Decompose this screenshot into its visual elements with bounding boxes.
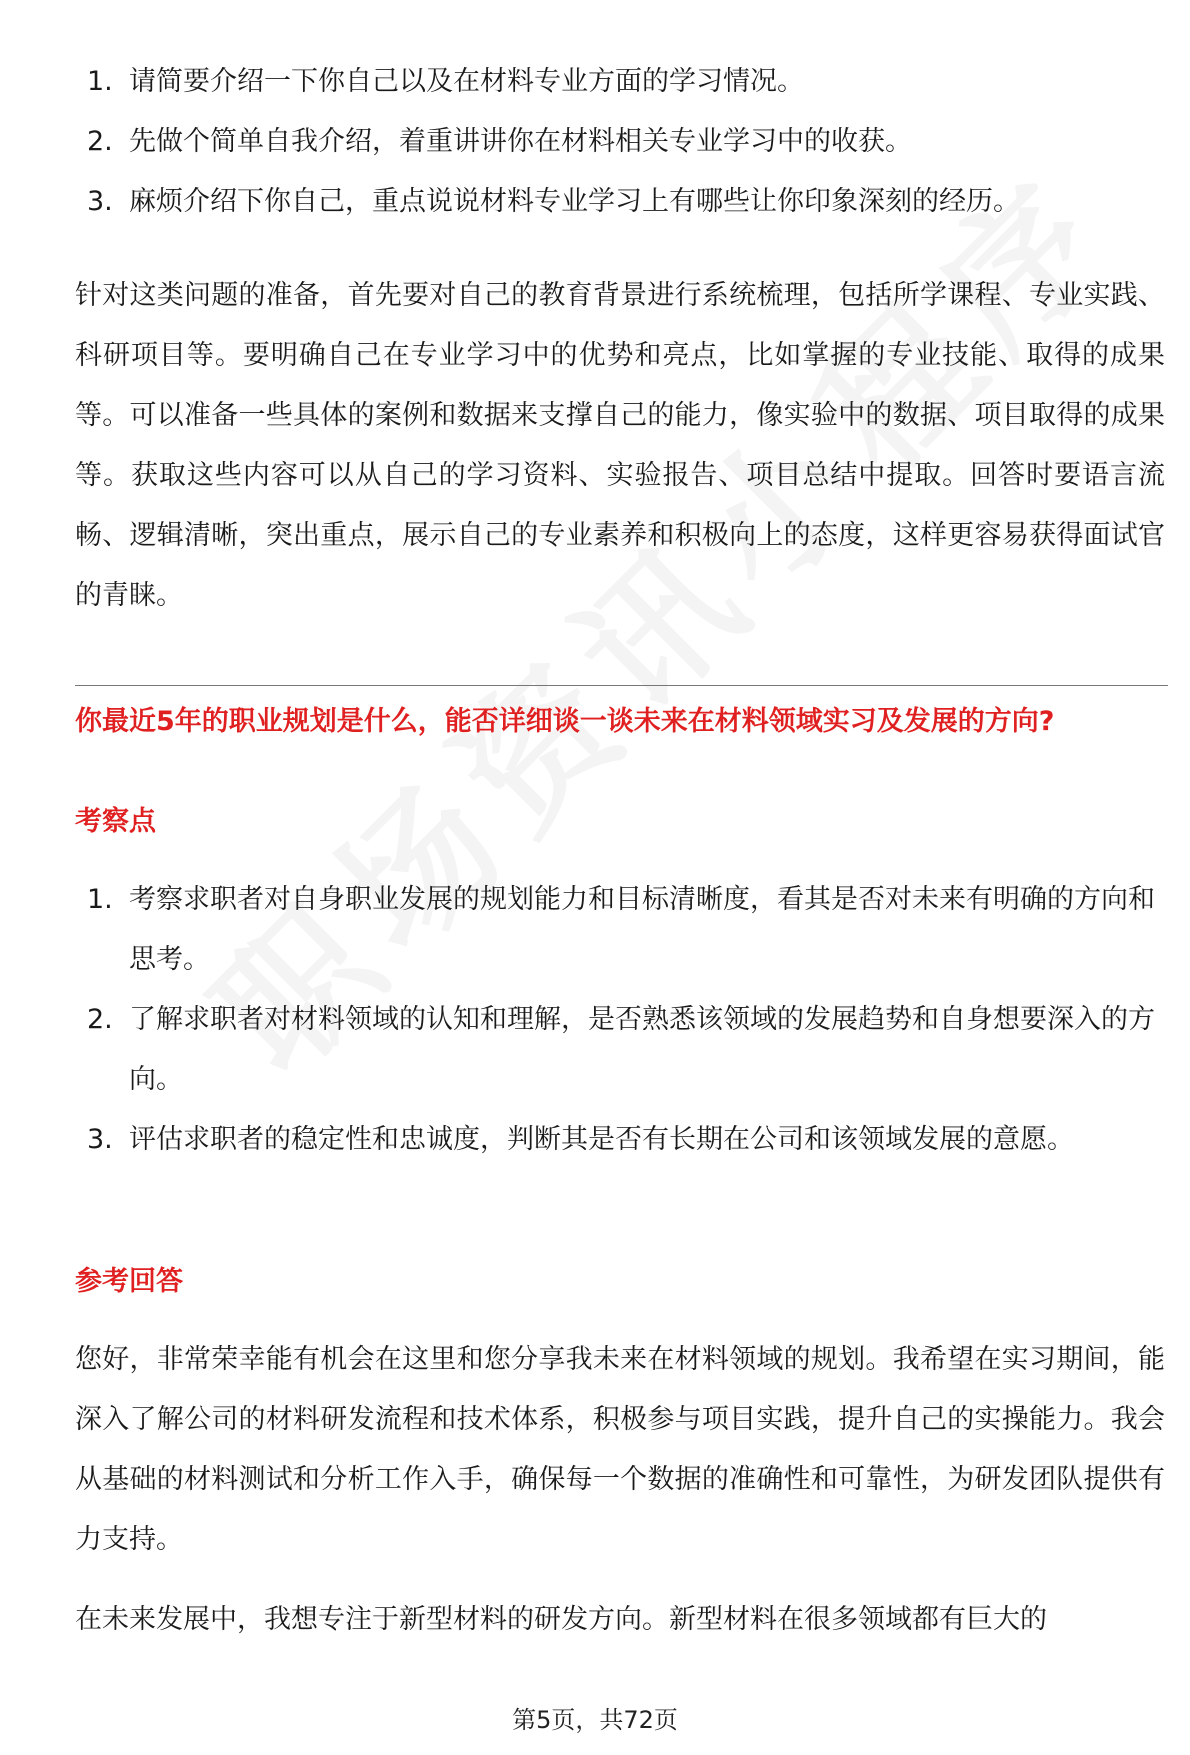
page-number: 第5页，共72页	[512, 1706, 678, 1734]
list-text: 麻烦介绍下你自己，重点说说材料专业学习上有哪些让你印象深刻的经历。	[129, 186, 1020, 217]
list-text: 先做个简单自我介绍，着重讲讲你在材料相关专业学习中的收获。	[129, 126, 912, 157]
list-number: 1.	[87, 66, 113, 97]
list-number: 2.	[87, 1004, 113, 1035]
section-divider	[75, 685, 1168, 686]
list-item	[75, 1110, 1165, 1170]
focus-heading: 考察点	[75, 806, 156, 837]
list-item	[75, 172, 1165, 232]
list-item	[75, 870, 1165, 990]
preparation-paragraph: 针对这类问题的准备，首先要对自己的教育背景进行系统梳理，包括所学课程、专业实践、科研项目等。要明确自己在专业学习中的优势和亮点，比如掌握的专业技能、取得的成果等。可以准备一些具体的案例和数据来支撑自己的能力，像实验中的数据、项目取得的成果等。获取这些内容可以从自己的学习资料、实验报告、项目总结中提取。回答时要语言流畅、逻辑清晰，突出重点，展示自己的专业素养和积极向上的态度，这样更容易获得面试官的青睐。	[75, 280, 1165, 611]
answer-paragraph: 在未来发展中，我想专注于新型材料的研发方向。新型材料在很多领域都有巨大的	[75, 1604, 1047, 1635]
question-title: 你最近5年的职业规划是什么，能否详细谈一谈未来在材料领域实习及发展的方向?	[75, 706, 1055, 737]
list-item	[75, 990, 1165, 1110]
list-item	[75, 112, 1165, 172]
list-number: 3.	[87, 186, 113, 217]
list-text: 考察求职者对自身职业发展的规划能力和目标清晰度，看其是否对未来有明确的方向和思考。	[129, 884, 1155, 975]
list-text: 请简要介绍一下你自己以及在材料专业方面的学习情况。	[129, 66, 804, 97]
answer-heading: 参考回答	[75, 1266, 183, 1297]
list-number: 3.	[87, 1124, 113, 1155]
focus-list	[75, 870, 1165, 1170]
list-item	[75, 52, 1165, 112]
list-text: 评估求职者的稳定性和忠诚度，判断其是否有长期在公司和该领域发展的意愿。	[129, 1124, 1074, 1155]
list-text: 了解求职者对材料领域的认知和理解，是否熟悉该领域的发展趋势和自身想要深入的方向。	[129, 1004, 1155, 1095]
list-number: 2.	[87, 126, 113, 157]
answer-paragraph: 您好，非常荣幸能有机会在这里和您分享我未来在材料领域的规划。我希望在实习期间，能深入了解公司的材料研发流程和技术体系，积极参与项目实践，提升自己的实操能力。我会从基础的材料测试和分析工作入手，确保每一个数据的准确性和可靠性，为研发团队提供有力支持。	[75, 1344, 1165, 1555]
intro-question-list	[75, 52, 1165, 232]
list-number: 1.	[87, 884, 113, 915]
